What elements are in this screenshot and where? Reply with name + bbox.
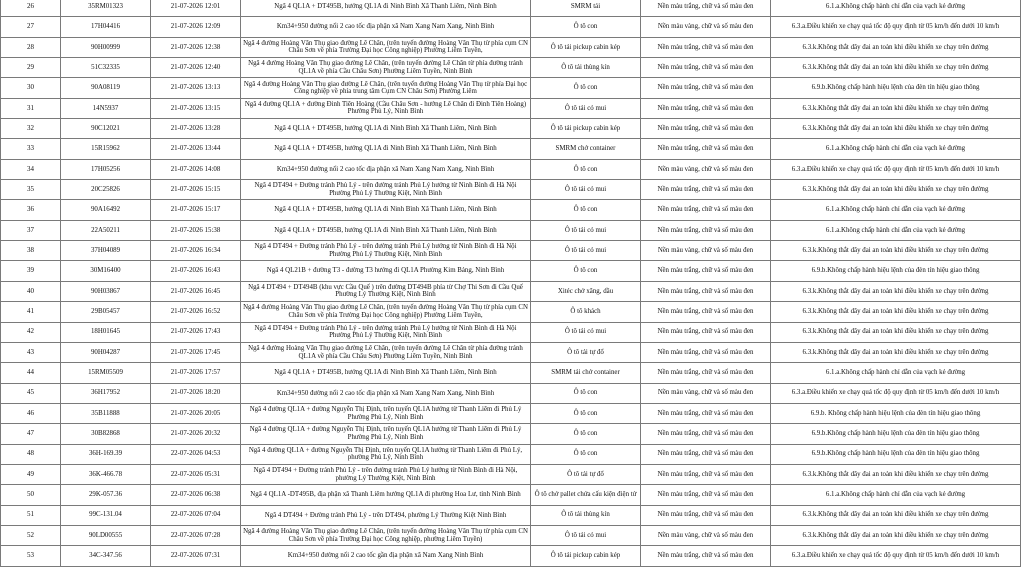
cell-stt: 28 bbox=[1, 37, 61, 57]
cell-vehicle-type: Ô tô tải có mui bbox=[531, 220, 641, 240]
cell-time: 21-07-2026 16:34 bbox=[151, 241, 241, 261]
cell-vehicle-type: Ô tô con bbox=[531, 444, 641, 464]
cell-plate-color: Nền màu trắng, chữ và số màu đen bbox=[641, 485, 771, 505]
cell-time: 21-07-2026 15:15 bbox=[151, 180, 241, 200]
cell-stt: 48 bbox=[1, 444, 61, 464]
cell-plate-color: Nền màu trắng, chữ và số màu đen bbox=[641, 0, 771, 17]
cell-stt: 30 bbox=[1, 78, 61, 98]
cell-plate-color: Nền màu vàng, chữ và số màu đen bbox=[641, 383, 771, 403]
table-row bbox=[1, 261, 1021, 281]
cell-plate: 34C-347.56 bbox=[61, 546, 151, 566]
cell-plate: 90H00999 bbox=[61, 37, 151, 57]
cell-vehicle-type: Ô tô con bbox=[531, 261, 641, 281]
cell-plate: 35B11888 bbox=[61, 403, 151, 423]
cell-violation: 6.3.k.Không thắt dây đai an toàn khi điều khiển xe chạy trên đường bbox=[771, 525, 1021, 545]
table-row bbox=[1, 220, 1021, 240]
table-row bbox=[1, 485, 1021, 505]
cell-location: Ngã 4 đường Hoàng Văn Thụ giao đường Lê Chân, (trên tuyến đường Hoàng Văn Thụ từ phía cụm CN Châu Sơn về phía Trường Đại học Công nghiệp, phường Liêm Tuyền) bbox=[241, 525, 531, 545]
cell-time: 22-07-2026 07:28 bbox=[151, 525, 241, 545]
cell-vehicle-type: Ô tô tải pickup cabin kép bbox=[531, 546, 641, 566]
cell-stt: 38 bbox=[1, 241, 61, 261]
cell-violation: 6.9.b. Không chấp hành hiệu lệnh của đèn tín hiệu giao thông bbox=[771, 403, 1021, 423]
cell-plate-color: Nền màu vàng, chữ và số màu đen bbox=[641, 17, 771, 37]
cell-time: 22-07-2026 07:31 bbox=[151, 546, 241, 566]
cell-vehicle-type: Ô tô tải tự đổ bbox=[531, 464, 641, 484]
cell-time: 22-07-2026 05:31 bbox=[151, 464, 241, 484]
cell-stt: 29 bbox=[1, 58, 61, 78]
table-row bbox=[1, 159, 1021, 179]
cell-plate: 90H03867 bbox=[61, 281, 151, 301]
cell-location: Ngã 4 đường Hoàng Văn Thụ giao đường Lê Chân, (trên tuyến đường Lê Chân từ phía đường tránh QL1A về phía Cầu Châu Sơn) Phường Liêm Tuyền, Ninh Bình bbox=[241, 342, 531, 362]
cell-violation: 6.3.k.Không thắt dây đai an toàn khi điều khiển xe chạy trên đường bbox=[771, 281, 1021, 301]
cell-location: Km34+950 đường nối 2 cao tốc địa phận xã Nam Xang Nam Xang, Ninh Bình bbox=[241, 383, 531, 403]
cell-vehicle-type: Ô tô tải có mui bbox=[531, 525, 641, 545]
cell-time: 21-07-2026 17:43 bbox=[151, 322, 241, 342]
cell-location: Ngã 4 DT494 + Đường tránh Phủ Lý - trên đường tránh Phủ Lý hướng từ Ninh Bình đi Hà Nội Phường Phủ Lý Thường Kiệt, Ninh Bình bbox=[241, 241, 531, 261]
table-row bbox=[1, 281, 1021, 301]
cell-location: Ngã 4 DT494 + Đường tránh Phủ Lý - trên đường tránh Phủ Lý hướng từ Ninh Bình đi Hà Nội, phường Lý Thường Kiệt, Ninh Bình bbox=[241, 464, 531, 484]
table-row bbox=[1, 180, 1021, 200]
cell-violation: 6.3.a.Điều khiển xe chạy quá tốc độ quy định từ 05 km/h đến dưới 10 km/h bbox=[771, 159, 1021, 179]
cell-location: Ngã 4 DT494 + Đường tránh Phủ Lý - trên đường tránh Phủ Lý hướng từ Ninh Bình đi Hà Nội Phường Phủ Lý Thường Kiệt, Ninh Bình bbox=[241, 322, 531, 342]
cell-stt: 37 bbox=[1, 220, 61, 240]
cell-plate: 29K-057.36 bbox=[61, 485, 151, 505]
cell-location: Ngã 4 đường QL1A + đường Nguyễn Thị Định, trên tuyến QL1A hướng từ Thanh Liêm đi Phủ Lý Phường Phủ Lý, Ninh Bình bbox=[241, 403, 531, 423]
cell-plate-color: Nền màu trắng, chữ và số màu đen bbox=[641, 78, 771, 98]
cell-plate-color: Nền màu trắng, chữ và số màu đen bbox=[641, 546, 771, 566]
cell-violation: 6.1.a.Không chấp hành chỉ dẫn của vạch kẻ đường bbox=[771, 363, 1021, 383]
cell-plate: 17H04416 bbox=[61, 17, 151, 37]
cell-plate-color: Nền màu trắng, chữ và số màu đen bbox=[641, 424, 771, 444]
cell-violation: 6.1.a.Không chấp hành chỉ dẫn của vạch kẻ đường bbox=[771, 139, 1021, 159]
cell-time: 21-07-2026 17:45 bbox=[151, 342, 241, 362]
table-row bbox=[1, 342, 1021, 362]
cell-violation: 6.3.k.Không thắt dây đai an toàn khi điều khiển xe chạy trên đường bbox=[771, 98, 1021, 118]
cell-plate-color: Nền màu trắng, chữ và số màu đen bbox=[641, 505, 771, 525]
cell-vehicle-type: SMRM chở container bbox=[531, 139, 641, 159]
cell-vehicle-type: Ô tô con bbox=[531, 78, 641, 98]
cell-violation: 6.3.k.Không thắt dây đai an toàn khi điều khiển xe chạy trên đường bbox=[771, 58, 1021, 78]
cell-plate: 51C32335 bbox=[61, 58, 151, 78]
cell-stt: 26 bbox=[1, 0, 61, 17]
cell-plate: 29B05457 bbox=[61, 302, 151, 322]
cell-plate: 17H05256 bbox=[61, 159, 151, 179]
cell-plate: 37H04089 bbox=[61, 241, 151, 261]
cell-vehicle-type: Ô tô tải có mui bbox=[531, 98, 641, 118]
cell-vehicle-type: Ô tô con bbox=[531, 403, 641, 423]
cell-plate-color: Nền màu trắng, chữ và số màu đen bbox=[641, 281, 771, 301]
cell-vehicle-type: Ô tô tải pickup cabin kép bbox=[531, 37, 641, 57]
cell-stt: 27 bbox=[1, 17, 61, 37]
cell-plate-color: Nền màu trắng, chữ và số màu đen bbox=[641, 119, 771, 139]
table-row bbox=[1, 0, 1021, 17]
cell-time: 21-07-2026 12:40 bbox=[151, 58, 241, 78]
cell-plate: 30B82868 bbox=[61, 424, 151, 444]
cell-location: Ngã 4 đường Hoàng Văn Thụ giao đường Lê Chân, (trên tuyến đường Hoàng Văn Thụ từ phía cụm CN Châu Sơn về phía Trường Đại học Công nghiệp) Phường Liêm Tuyền, bbox=[241, 37, 531, 57]
cell-location: Ngã 4 đường Hoàng Văn Thụ giao đường Lê Chân, (trên tuyến đường Lê Chân từ phía đường tránh QL1A về phía Cầu Châu Sơn) Phường Liêm Tuyền, Ninh Bình bbox=[241, 58, 531, 78]
cell-time: 21-07-2026 17:57 bbox=[151, 363, 241, 383]
cell-time: 22-07-2026 06:38 bbox=[151, 485, 241, 505]
cell-location: Ngã 4 DT494 + Đường tránh Phủ Lý - trên DT494, phường Lý Thường Kiệt Ninh Bình bbox=[241, 505, 531, 525]
cell-vehicle-type: Xitéc chở xăng, dầu bbox=[531, 281, 641, 301]
cell-plate: 35RM01323 bbox=[61, 0, 151, 17]
table-row bbox=[1, 525, 1021, 545]
cell-plate: 90C12021 bbox=[61, 119, 151, 139]
cell-violation: 6.3.k.Không thắt dây đai an toàn khi điều khiển xe chạy trên đường bbox=[771, 37, 1021, 57]
cell-vehicle-type: Ô tô tải thùng kín bbox=[531, 505, 641, 525]
cell-vehicle-type: Ô tô tải có mui bbox=[531, 241, 641, 261]
cell-location: Ngã 4 QL1A + DT495B, hướng QL1A đi Ninh Bình Xã Thanh Liêm, Ninh Bình bbox=[241, 220, 531, 240]
cell-plate-color: Nền màu vàng, chữ và số màu đen bbox=[641, 241, 771, 261]
cell-location: Ngã 4 đường QL1A + đường Nguyễn Thị Định, trên tuyến QL1A hướng từ Thanh Liêm đi Phủ Lý Phường Phủ Lý, Ninh Bình bbox=[241, 424, 531, 444]
cell-time: 21-07-2026 18:20 bbox=[151, 383, 241, 403]
cell-location: Ngã 4 QL21B + đường T3 - đường T3 hướng đi QL1A Phường Kim Bảng, Ninh Bình bbox=[241, 261, 531, 281]
cell-location: Km34+950 đường nối 2 cao tốc địa phận xã Nam Xang Nam Xang, Ninh Bình bbox=[241, 159, 531, 179]
cell-violation: 6.9.b.Không chấp hành hiệu lệnh của đèn tín hiệu giao thông bbox=[771, 78, 1021, 98]
cell-plate: 99C-131.04 bbox=[61, 505, 151, 525]
cell-plate-color: Nền màu trắng, chữ và số màu đen bbox=[641, 98, 771, 118]
cell-violation: 6.3.k.Không thắt dây đai an toàn khi điều khiển xe chạy trên đường bbox=[771, 241, 1021, 261]
cell-vehicle-type: Ô tô con bbox=[531, 383, 641, 403]
cell-stt: 47 bbox=[1, 424, 61, 444]
cell-violation: 6.3.k.Không thắt dây đai an toàn khi điều khiển xe chạy trên đường bbox=[771, 322, 1021, 342]
cell-vehicle-type: Ô tô con bbox=[531, 200, 641, 220]
cell-location: Ngã 4 đường Hoàng Văn Thụ giao đường Lê Chân, (trên tuyến đường Hoàng Văn Thụ từ phía cụm CN Châu Sơn về phía Trường Đại học Công nghiệp) Phường Liêm Tuyền, bbox=[241, 302, 531, 322]
table-row bbox=[1, 403, 1021, 423]
cell-stt: 32 bbox=[1, 119, 61, 139]
cell-stt: 52 bbox=[1, 525, 61, 545]
table-row bbox=[1, 98, 1021, 118]
cell-vehicle-type: Ô tô tải thùng kín bbox=[531, 58, 641, 78]
cell-violation: 6.3.a.Điều khiển xe chạy quá tốc độ quy định từ 05 km/h đến dưới 10 km/h bbox=[771, 546, 1021, 566]
cell-plate: 90A16492 bbox=[61, 200, 151, 220]
cell-location: Km34+950 đường nối 2 cao tốc gần địa phận xã Nam Xang Ninh Bình bbox=[241, 546, 531, 566]
cell-time: 21-07-2026 13:15 bbox=[151, 98, 241, 118]
cell-violation: 6.3.k.Không thắt dây đai an toàn khi điều khiển xe chạy trên đường bbox=[771, 505, 1021, 525]
cell-location: Ngã 4 đường QL1A + đường Đinh Tiên Hoàng (Cầu Châu Sơn - hướng Lê Chân đi Đinh Tiên Hoàng) Phường Phủ Lý, Ninh Bình bbox=[241, 98, 531, 118]
cell-stt: 36 bbox=[1, 200, 61, 220]
cell-vehicle-type: Ô tô tải tự đổ bbox=[531, 342, 641, 362]
table-row bbox=[1, 119, 1021, 139]
table-row bbox=[1, 383, 1021, 403]
table-row bbox=[1, 139, 1021, 159]
cell-vehicle-type: SMRM tải bbox=[531, 0, 641, 17]
cell-plate-color: Nền màu vàng, chữ và số màu đen bbox=[641, 525, 771, 545]
cell-violation: 6.9.b.Không chấp hành hiệu lệnh của đèn tín hiệu giao thông bbox=[771, 444, 1021, 464]
cell-plate-color: Nền màu trắng, chữ và số màu đen bbox=[641, 464, 771, 484]
cell-vehicle-type: Ô tô con bbox=[531, 159, 641, 179]
cell-violation: 6.1.a.Không chấp hành chỉ dẫn của vạch kẻ đường bbox=[771, 200, 1021, 220]
cell-violation: 6.3.k.Không thắt dây đai an toàn khi điều khiển xe chạy trên đường bbox=[771, 464, 1021, 484]
cell-plate: 90A08119 bbox=[61, 78, 151, 98]
cell-plate: 15R15962 bbox=[61, 139, 151, 159]
cell-plate-color: Nền màu trắng, chữ và số màu đen bbox=[641, 200, 771, 220]
cell-plate-color: Nền màu trắng, chữ và số màu đen bbox=[641, 139, 771, 159]
cell-violation: 6.1.a.Không chấp hành chỉ dẫn của vạch kẻ đường bbox=[771, 0, 1021, 17]
cell-vehicle-type: Ô tô tải pickup cabin kép bbox=[531, 119, 641, 139]
cell-time: 21-07-2026 13:44 bbox=[151, 139, 241, 159]
cell-location: Ngã 4 DT494 + DT494B (khu vực Cầu Quế ) trên đường DT494B phía từ Chợ Thi Sơn đi Cầu Quế Phường Lý Thường Kiệt, Ninh Bình bbox=[241, 281, 531, 301]
cell-time: 21-07-2026 20:05 bbox=[151, 403, 241, 423]
cell-plate: 20C25826 bbox=[61, 180, 151, 200]
table-row bbox=[1, 78, 1021, 98]
cell-vehicle-type: Ô tô chở pallet chứa cấu kiện điện tử bbox=[531, 485, 641, 505]
cell-plate: 36H-169.39 bbox=[61, 444, 151, 464]
cell-time: 21-07-2026 16:43 bbox=[151, 261, 241, 281]
cell-time: 21-07-2026 15:17 bbox=[151, 200, 241, 220]
cell-stt: 39 bbox=[1, 261, 61, 281]
cell-location: Ngã 4 QL1A + DT495B, hướng QL1A đi Ninh Bình Xã Thanh Liêm, Ninh Bình bbox=[241, 363, 531, 383]
cell-location: Ngã 4 đường QL1A + đường Nguyễn Thị Định, trên tuyến QL1A hướng từ Thanh Liêm đi Phủ Lý, phường Phủ Lý, Ninh Bình bbox=[241, 444, 531, 464]
cell-plate-color: Nền màu trắng, chữ và số màu đen bbox=[641, 403, 771, 423]
cell-violation: 6.3.k.Không thắt dây đai an toàn khi điều khiển xe chạy trên đường bbox=[771, 302, 1021, 322]
table-row bbox=[1, 444, 1021, 464]
cell-plate-color: Nền màu trắng, chữ và số màu đen bbox=[641, 58, 771, 78]
cell-violation: 6.3.k.Không thắt dây đai an toàn khi điều khiển xe chạy trên đường bbox=[771, 119, 1021, 139]
cell-stt: 42 bbox=[1, 322, 61, 342]
cell-time: 21-07-2026 14:08 bbox=[151, 159, 241, 179]
cell-vehicle-type: Ô tô khách bbox=[531, 302, 641, 322]
table-body bbox=[1, 0, 1021, 566]
table-row bbox=[1, 546, 1021, 566]
cell-location: Ngã 4 DT494 + Đường tránh Phủ Lý - trên đường tránh Phủ Lý hướng từ Ninh Bình đi Hà Nội Phường Phủ Lý Thường Kiệt, Ninh Bình bbox=[241, 180, 531, 200]
table-row bbox=[1, 17, 1021, 37]
cell-plate: 90LD00555 bbox=[61, 525, 151, 545]
cell-time: 22-07-2026 04:53 bbox=[151, 444, 241, 464]
cell-stt: 41 bbox=[1, 302, 61, 322]
cell-plate: 18H01645 bbox=[61, 322, 151, 342]
cell-violation: 6.9.b.Không chấp hành hiệu lệnh của đèn tín hiệu giao thông bbox=[771, 261, 1021, 281]
cell-violation: 6.3.a.Điều khiển xe chạy quá tốc độ quy định từ 05 km/h đến dưới 10 km/h bbox=[771, 17, 1021, 37]
cell-violation: 6.3.k.Không thắt dây đai an toàn khi điều khiển xe chạy trên đường bbox=[771, 342, 1021, 362]
table-row bbox=[1, 363, 1021, 383]
cell-time: 21-07-2026 16:45 bbox=[151, 281, 241, 301]
cell-stt: 45 bbox=[1, 383, 61, 403]
cell-plate-color: Nền màu trắng, chữ và số màu đen bbox=[641, 261, 771, 281]
cell-vehicle-type: Ô tô tải có mui bbox=[531, 180, 641, 200]
cell-plate-color: Nền màu trắng, chữ và số màu đen bbox=[641, 363, 771, 383]
cell-vehicle-type: Ô tô con bbox=[531, 424, 641, 444]
cell-violation: 6.3.k.Không thắt dây đai an toàn khi điều khiển xe chạy trên đường bbox=[771, 180, 1021, 200]
cell-stt: 40 bbox=[1, 281, 61, 301]
cell-plate: 90H04287 bbox=[61, 342, 151, 362]
cell-time: 21-07-2026 12:38 bbox=[151, 37, 241, 57]
cell-violation: 6.1.a.Không chấp hành chỉ dẫn của vạch kẻ đường bbox=[771, 220, 1021, 240]
cell-time: 21-07-2026 12:01 bbox=[151, 0, 241, 17]
cell-location: Km34+950 đường nối 2 cao tốc địa phận xã Nam Xang Nam Xang, Ninh Bình bbox=[241, 17, 531, 37]
cell-plate-color: Nền màu trắng, chữ và số màu đen bbox=[641, 37, 771, 57]
table-row bbox=[1, 58, 1021, 78]
cell-plate-color: Nền màu trắng, chữ và số màu đen bbox=[641, 322, 771, 342]
cell-plate: 14N5937 bbox=[61, 98, 151, 118]
cell-violation: 6.3.a.Điều khiển xe chạy quá tốc độ quy định từ 05 km/h đến dưới 10 km/h bbox=[771, 383, 1021, 403]
table-row bbox=[1, 302, 1021, 322]
cell-stt: 51 bbox=[1, 505, 61, 525]
table-row bbox=[1, 464, 1021, 484]
cell-time: 21-07-2026 12:09 bbox=[151, 17, 241, 37]
cell-time: 22-07-2026 07:04 bbox=[151, 505, 241, 525]
cell-stt: 33 bbox=[1, 139, 61, 159]
cell-vehicle-type: SMRM tải chở container bbox=[531, 363, 641, 383]
cell-stt: 31 bbox=[1, 98, 61, 118]
cell-vehicle-type: Ô tô con bbox=[531, 17, 641, 37]
cell-location: Ngã 4 QL1A + DT495B, hướng QL1A đi Ninh Bình Xã Thanh Liêm, Ninh Bình bbox=[241, 0, 531, 17]
table-row bbox=[1, 241, 1021, 261]
cell-stt: 53 bbox=[1, 546, 61, 566]
cell-time: 21-07-2026 13:13 bbox=[151, 78, 241, 98]
cell-stt: 43 bbox=[1, 342, 61, 362]
table-row bbox=[1, 322, 1021, 342]
cell-stt: 34 bbox=[1, 159, 61, 179]
cell-stt: 44 bbox=[1, 363, 61, 383]
cell-location: Ngã 4 QL1A + DT495B, hướng QL1A đi Ninh Bình Xã Thanh Liêm, Ninh Bình bbox=[241, 139, 531, 159]
cell-location: Ngã 4 QL1A -DT495B, địa phận xã Thanh Liêm hướng QL1A đi phường Hoa Lư, tỉnh Ninh Bình bbox=[241, 485, 531, 505]
table-row bbox=[1, 200, 1021, 220]
cell-plate: 36H17952 bbox=[61, 383, 151, 403]
cell-plate-color: Nền màu trắng, chữ và số màu đen bbox=[641, 302, 771, 322]
cell-location: Ngã 4 QL1A + DT495B, hướng QL1A đi Ninh Bình Xã Thanh Liêm, Ninh Bình bbox=[241, 119, 531, 139]
cell-plate-color: Nền màu trắng, chữ và số màu đen bbox=[641, 220, 771, 240]
cell-stt: 49 bbox=[1, 464, 61, 484]
table-row bbox=[1, 505, 1021, 525]
table-row bbox=[1, 37, 1021, 57]
cell-time: 21-07-2026 16:52 bbox=[151, 302, 241, 322]
cell-plate: 36K-466.78 bbox=[61, 464, 151, 484]
cell-violation: 6.1.a.Không chấp hành chỉ dẫn của vạch kẻ đường bbox=[771, 485, 1021, 505]
cell-plate: 15RM05509 bbox=[61, 363, 151, 383]
cell-plate: 22A50211 bbox=[61, 220, 151, 240]
cell-stt: 46 bbox=[1, 403, 61, 423]
cell-location: Ngã 4 QL1A + DT495B, hướng QL1A đi Ninh Bình Xã Thanh Liêm, Ninh Bình bbox=[241, 200, 531, 220]
cell-stt: 50 bbox=[1, 485, 61, 505]
cell-plate-color: Nền màu vàng, chữ và số màu đen bbox=[641, 159, 771, 179]
cell-location: Ngã 4 đường Hoàng Văn Thụ giao đường Lê Chân, (trên tuyến đường Hoàng Văn Thụ từ phía Đại học Công nghiệp về phía trung tâm Cụm CN Châu Sơn) Phường Liêm bbox=[241, 78, 531, 98]
cell-violation: 6.9.b.Không chấp hành hiệu lệnh của đèn tín hiệu giao thông bbox=[771, 424, 1021, 444]
table-row bbox=[1, 424, 1021, 444]
cell-time: 21-07-2026 13:28 bbox=[151, 119, 241, 139]
cell-vehicle-type: Ô tô tải có mui bbox=[531, 322, 641, 342]
cell-plate-color: Nền màu trắng, chữ và số màu đen bbox=[641, 180, 771, 200]
cell-time: 21-07-2026 20:32 bbox=[151, 424, 241, 444]
cell-plate-color: Nền màu trắng, chữ và số màu đen bbox=[641, 444, 771, 464]
cell-stt: 35 bbox=[1, 180, 61, 200]
cell-plate-color: Nền màu trắng, chữ và số màu đen bbox=[641, 342, 771, 362]
cell-plate: 30M16400 bbox=[61, 261, 151, 281]
cell-time: 21-07-2026 15:38 bbox=[151, 220, 241, 240]
